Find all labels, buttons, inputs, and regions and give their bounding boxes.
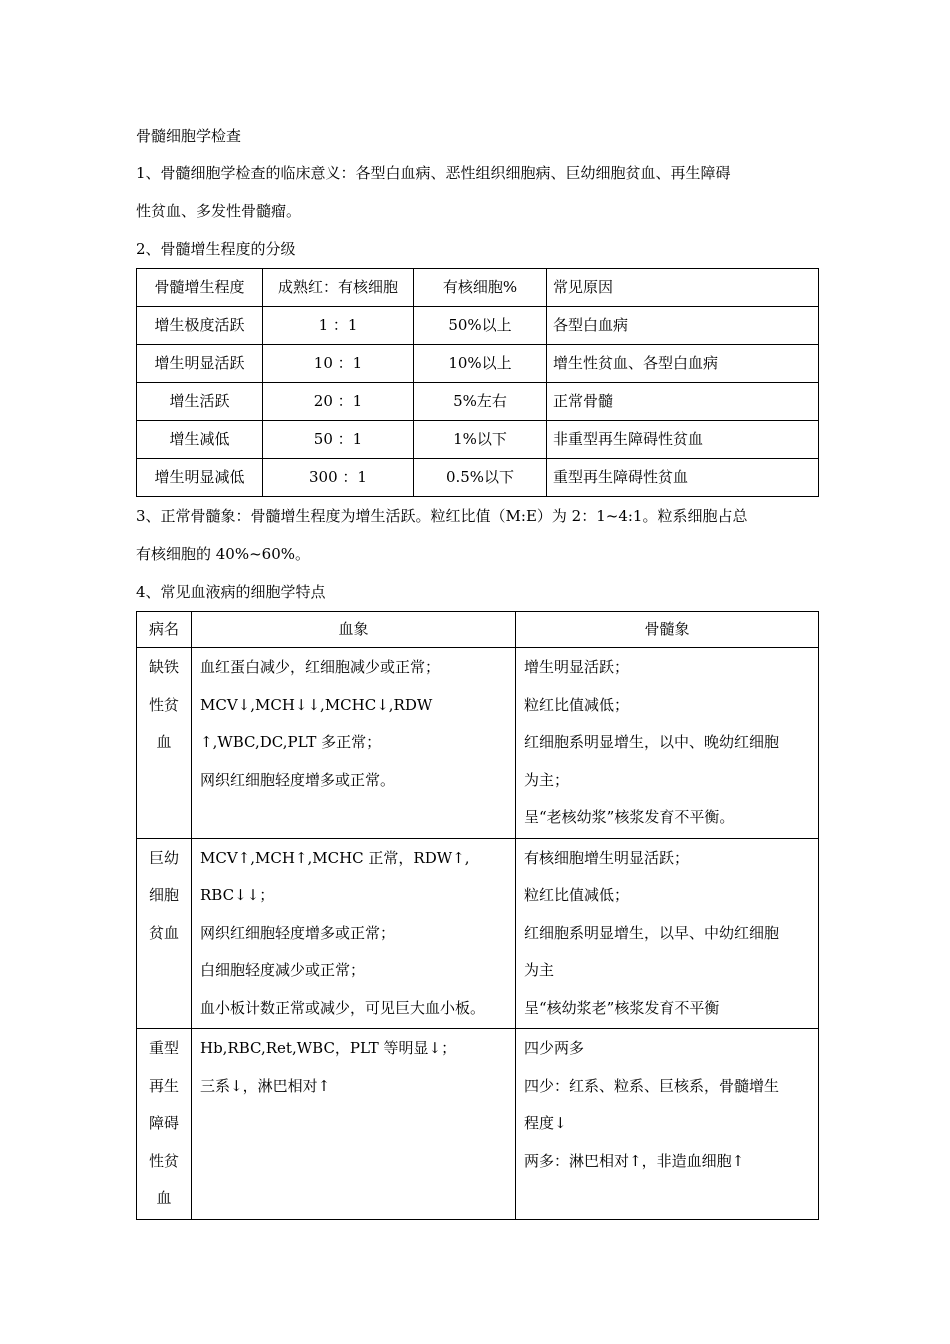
table-cell: 10 ：1 <box>263 345 414 383</box>
blood-picture-line: 网织红细胞轻度增多或正常。 <box>200 770 396 789</box>
table-cell: 5%左右 <box>414 383 547 421</box>
table-cell: 0.5%以下 <box>414 459 547 497</box>
table-row <box>137 648 819 839</box>
paragraph-3 <box>136 497 818 573</box>
header-cell: 常见原因 <box>547 269 819 307</box>
blood-disease-table <box>136 611 819 1220</box>
blood-picture-line: ↑,WBC,DC,PLT 多正常； <box>200 733 382 751</box>
blood-picture-line: RBC↓↓； <box>200 886 275 904</box>
marrow-picture-line: 两多：淋巴相对↑，非造血细胞↑ <box>524 1151 745 1170</box>
table-cell: 300 ：1 <box>263 459 414 497</box>
marrow-picture-line: 有核细胞增生明显活跃； <box>524 848 690 867</box>
table-row <box>137 307 819 345</box>
disease-name-line: 血 <box>156 1189 172 1207</box>
blood-picture-line: 血小板计数正常或减少，可见巨大血小板。 <box>200 998 486 1017</box>
table-cell: 1 ：1 <box>263 307 414 345</box>
table-cell: 重型再生障碍性贫血 <box>547 459 819 497</box>
disease-name-line: 性贫 <box>148 695 179 714</box>
blood-picture-line: MCV↓,MCH↓↓,MCHC↓,RDW <box>200 695 433 714</box>
marrow-picture-line: 四少两多 <box>524 1039 585 1057</box>
table-header-row <box>137 612 819 648</box>
table-cell: 10%以上 <box>414 345 547 383</box>
blood-picture-cell <box>192 838 516 1029</box>
marrow-picture-line: 红细胞系明显增生，以早、中幼红细胞 <box>524 923 780 942</box>
marrow-picture-cell <box>516 1029 819 1220</box>
disease-name-line: 血 <box>156 733 172 751</box>
disease-name-line: 重型 <box>148 1039 179 1057</box>
blood-picture-line: 血红蛋白减少，红细胞减少或正常； <box>200 658 441 676</box>
table-row <box>137 1029 819 1220</box>
blood-picture-line: Hb,RBC,Ret,WBC，PLT 等明显↓； <box>200 1039 457 1057</box>
blood-picture-line: MCV↑,MCH↑,MCHC 正常，RDW↑, <box>200 848 470 867</box>
table-cell: 增生减低 <box>137 421 263 459</box>
table-row <box>137 345 819 383</box>
marrow-picture-line: 四少：红系、粒系、巨核系，骨髓增生 <box>524 1076 780 1095</box>
table-row <box>137 838 819 1029</box>
marrow-picture-line: 粒红比值减低； <box>524 695 630 714</box>
blood-picture-line: 网织红细胞轻度增多或正常； <box>200 923 396 942</box>
table-cell: 50 ：1 <box>263 421 414 459</box>
disease-name-line: 性贫 <box>148 1151 179 1170</box>
marrow-picture-line: 呈“核幼浆老”核浆发育不平衡 <box>524 998 720 1017</box>
marrow-picture-line: 为主 <box>524 961 555 979</box>
disease-name-line: 缺铁 <box>148 658 179 676</box>
disease-name-line: 贫血 <box>148 923 179 942</box>
marrow-picture-line: 红细胞系明显增生，以中、晚幼红细胞 <box>524 733 780 751</box>
table-cell: 20 ：1 <box>263 383 414 421</box>
header-cell: 骨髓增生程度 <box>137 269 263 307</box>
marrow-picture-cell <box>516 648 819 839</box>
blood-picture-cell <box>192 648 516 839</box>
marrow-picture-line: 为主； <box>524 770 570 789</box>
table-cell: 增生活跃 <box>137 383 263 421</box>
disease-name-line: 再生 <box>148 1076 179 1095</box>
table-cell: 增生明显活跃 <box>137 345 263 383</box>
table-cell: 50%以上 <box>414 307 547 345</box>
disease-name-cell <box>137 648 192 839</box>
table-row <box>137 383 819 421</box>
blood-picture-line: 三系↓，淋巴相对↑ <box>200 1076 331 1095</box>
table-header-row <box>137 269 819 307</box>
document-page <box>136 118 818 1220</box>
disease-name-line: 障碍 <box>148 1114 179 1132</box>
disease-name-cell <box>137 1029 192 1220</box>
table-cell: 增生性贫血、各型白血病 <box>547 345 819 383</box>
disease-name-line: 细胞 <box>148 886 179 904</box>
paragraph-1 <box>136 154 818 230</box>
marrow-picture-line: 呈“老核幼浆”核浆发育不平衡。 <box>524 808 735 826</box>
paragraph-3-line-2: 有核细胞的 40%~60%。 <box>136 545 311 563</box>
table-cell: 增生极度活跃 <box>137 307 263 345</box>
table-cell: 各型白血病 <box>547 307 819 345</box>
marrow-picture-line: 粒红比值减低； <box>524 886 630 904</box>
header-cell: 病名 <box>137 612 192 648</box>
paragraph-1-line-2: 性贫血、多发性骨髓瘤。 <box>136 202 302 220</box>
heading-2: 2、骨髓增生程度的分级 <box>136 240 296 258</box>
marrow-picture-line: 程度↓ <box>524 1114 567 1132</box>
proliferation-grade-table <box>136 268 819 497</box>
table-cell: 1%以下 <box>414 421 547 459</box>
table-cell: 正常骨髓 <box>547 383 819 421</box>
heading-4: 4、常见血液病的细胞学特点 <box>136 583 326 601</box>
blood-picture-line: 白细胞轻度减少或正常； <box>200 961 366 979</box>
table-cell: 非重型再生障碍性贫血 <box>547 421 819 459</box>
table-cell: 增生明显减低 <box>137 459 263 497</box>
header-cell: 骨髓象 <box>516 612 819 648</box>
paragraph-1-line-1: 1、骨髓细胞学检查的临床意义：各型白血病、恶性组织细胞病、巨幼细胞贫血、再生障碍 <box>136 164 731 182</box>
paragraph-3-line-1: 3、正常骨髓象：骨髓增生程度为增生活跃。粒红比值（M:E）为 2：1~4:1。粒系细胞占总 <box>136 507 748 525</box>
blood-picture-cell <box>192 1029 516 1220</box>
table-row <box>137 459 819 497</box>
disease-name-line: 巨幼 <box>148 848 179 867</box>
header-cell: 成熟红：有核细胞 <box>263 269 414 307</box>
document-title: 骨髓细胞学检查 <box>136 127 242 145</box>
header-cell: 有核细胞% <box>414 269 547 307</box>
table-row <box>137 421 819 459</box>
disease-name-cell <box>137 838 192 1029</box>
marrow-picture-line: 增生明显活跃； <box>524 658 630 676</box>
header-cell: 血象 <box>192 612 516 648</box>
marrow-picture-cell <box>516 838 819 1029</box>
